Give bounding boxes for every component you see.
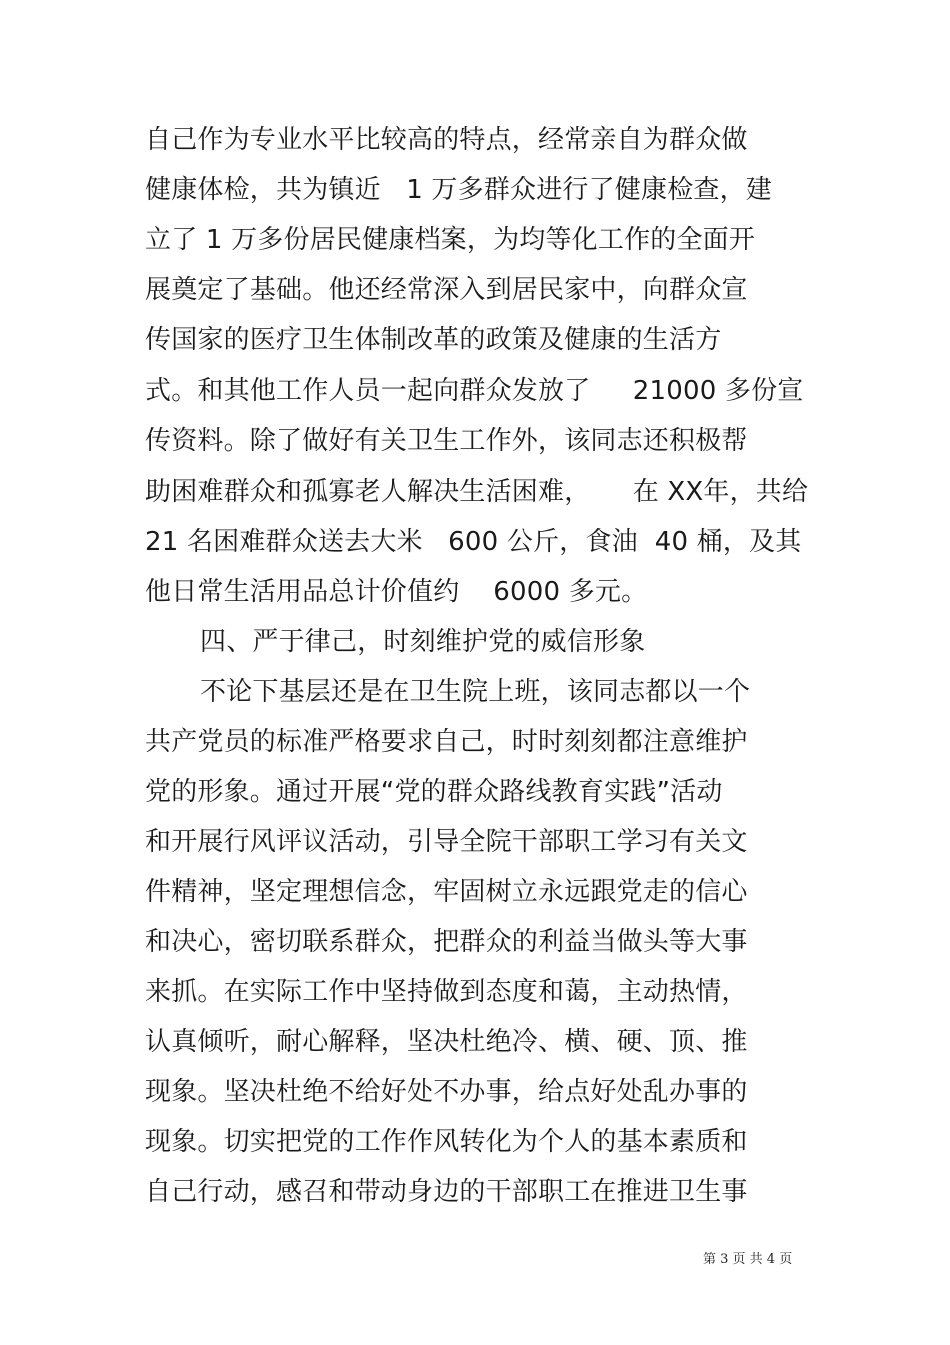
text-line: 健康体检，共为镇近 1 万多群众进行了健康检查，建 [145,175,773,205]
text-line: 来抓。在实际工作中坚持做到态度和蔼，主动热情， [145,977,748,1007]
text-line: 立了 1 万多份居民健康档案，为均等化工作的全面开 [145,225,756,255]
text-line: 展奠定了基础。他还经常深入到居民家中，向群众宣 [145,275,748,305]
text-line: 助困难群众和孤寡老人解决生活困难， 在 XX年，共给 [145,477,809,507]
text-line: 现象。切实把党的工作作风转化为个人的基本素质和 [145,1127,748,1157]
section-heading: 四、严于律己，时刻维护党的威信形象 [200,627,646,657]
text-line: 传国家的医疗卫生体制改革的政策及健康的生活方 [145,325,722,355]
text-line: 式。和其他工作人员一起向群众发放了 21000 多份宣 [145,376,804,406]
text-line: 21 名困难群众送去大米 600 公斤，食油 40 桶，及其 [145,527,802,557]
text-line: 自己作为专业水平比较高的特点，经常亲自为群众做 [145,125,748,155]
text-line: 现象。坚决杜绝不给好处不办事，给点好处乱办事的 [145,1077,748,1107]
text-line: 不论下基层还是在卫生院上班，该同志都以一个 [200,677,751,707]
text-line: 认真倾听，耐心解释，坚决杜绝冷、横、硬、顶、推 [145,1027,748,1057]
text-line: 党的形象。通过开展“党的群众路线教育实践”活动 [145,777,723,807]
text-line: 共产党员的标准严格要求自己，时时刻刻都注意维护 [145,727,748,757]
text-line: 传资料。除了做好有关卫生工作外，该同志还积极帮 [145,426,748,456]
text-line: 件精神，坚定理想信念，牢固树立永远跟党走的信心 [145,877,748,907]
text-line: 和决心，密切联系群众，把群众的利益当做头等大事 [145,927,748,957]
text-line: 自己行动，感召和带动身边的干部职工在推进卫生事 [145,1177,748,1207]
page-number: 第 3 页 共 4 页 [703,1252,793,1267]
text-line: 他日常生活用品总计价值约 6000 多元。 [145,577,648,607]
text-line: 和开展行风评议活动，引导全院干部职工学习有关文 [145,827,748,857]
